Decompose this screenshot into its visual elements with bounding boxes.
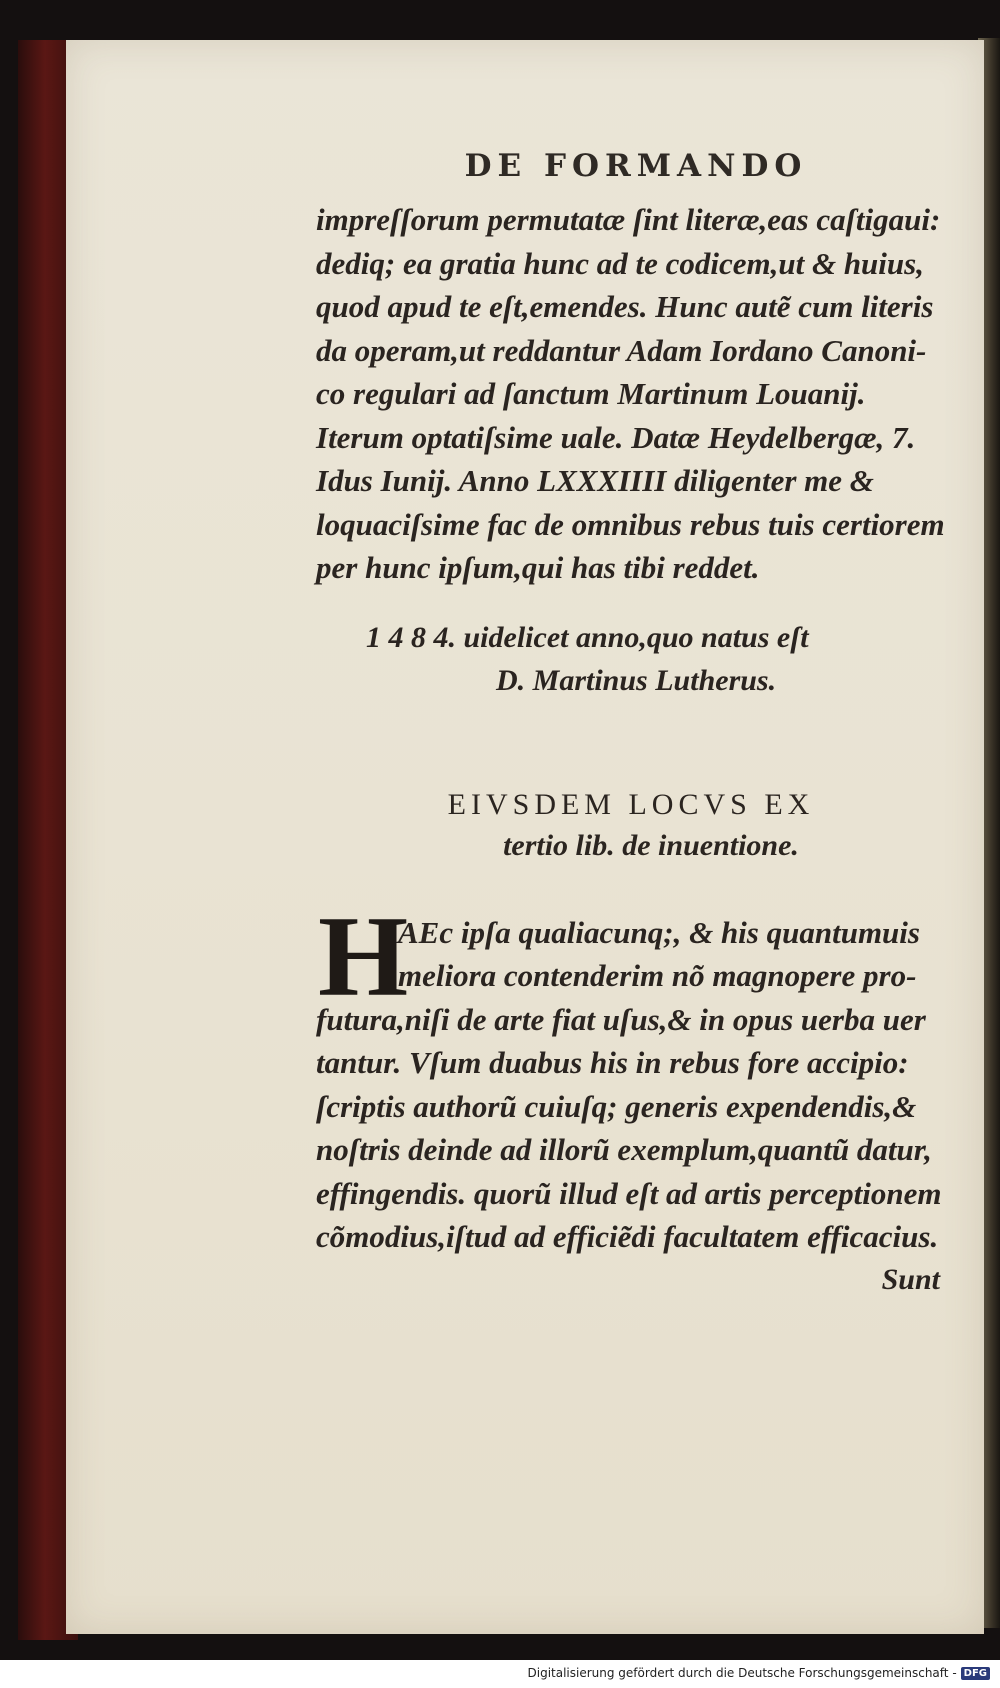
text-line: Iterum optatiſsime uale. Datæ Heydelbergæ, 7. xyxy=(316,419,916,455)
text-line: co regulari ad ſanctum Martinum Louanij. xyxy=(316,376,866,411)
credit-text: Digitalisierung gefördert durch die Deutsche Forschungsgemeinschaft - xyxy=(527,1666,957,1680)
text-line: ſcriptis authorũ cuiuſq; generis expendendis,& xyxy=(316,1088,917,1124)
text-line: loquaciſsime fac de omnibus rebus tuis certiorem xyxy=(316,506,945,542)
letter-closing xyxy=(316,198,946,590)
year-note xyxy=(316,616,946,703)
section-heading xyxy=(316,785,946,867)
catchword: Sunt xyxy=(881,1262,940,1296)
text-line: meliora contenderim nõ magnopere pro- xyxy=(398,958,917,993)
running-head: DE FORMANDO xyxy=(464,148,808,184)
text-line: da operam,ut reddantur Adam Iordano Canoni- xyxy=(316,332,927,368)
year-note-line: D. Martinus Lutherus. xyxy=(496,664,777,697)
text-line: AEc ipſa qualiacunq;, & his quantumuis xyxy=(398,914,920,950)
text-line: per hunc ipſum,qui has tibi reddet. xyxy=(316,550,760,585)
text-line: noſtris deinde ad illorũ exemplum,quantũ datur, xyxy=(316,1132,932,1167)
text-line: Idus Iunij. Anno LXXXIIII diligenter me & xyxy=(316,463,874,498)
section-subtitle: tertio lib. de inuentione. xyxy=(503,828,799,862)
text-line: tantur. Vſum duabus his in rebus fore accipio: xyxy=(316,1045,909,1080)
text-line: futura,niſi de arte fiat uſus,& in opus uerba uer xyxy=(316,1001,926,1037)
text-line: quod apud te eſt,emendes. Hunc autẽ cum literis xyxy=(316,289,934,324)
text-line: dediq; ea gratia hunc ad te codicem,ut & huius, xyxy=(316,245,924,281)
digitization-credit xyxy=(528,1666,991,1680)
text-line: cõmodius,iſtud ad efficiẽdi facultatem efficacius. xyxy=(316,1219,939,1254)
text-line: effingendis. quorũ illud eſt ad artis perceptionem xyxy=(316,1175,942,1211)
page-text xyxy=(316,148,946,1297)
body-text xyxy=(316,892,946,1297)
dfg-logo-icon: DFG xyxy=(961,1667,990,1680)
year-note-line: 1 4 8 4. uidelicet anno,quo natus eſt xyxy=(366,620,809,654)
section-title: EIVSDEM LOCVS EX xyxy=(447,787,815,821)
drop-cap-initial: H xyxy=(318,892,409,1021)
text-line: impreſſorum permutatæ ſint literæ,eas caſtigaui: xyxy=(316,202,941,237)
